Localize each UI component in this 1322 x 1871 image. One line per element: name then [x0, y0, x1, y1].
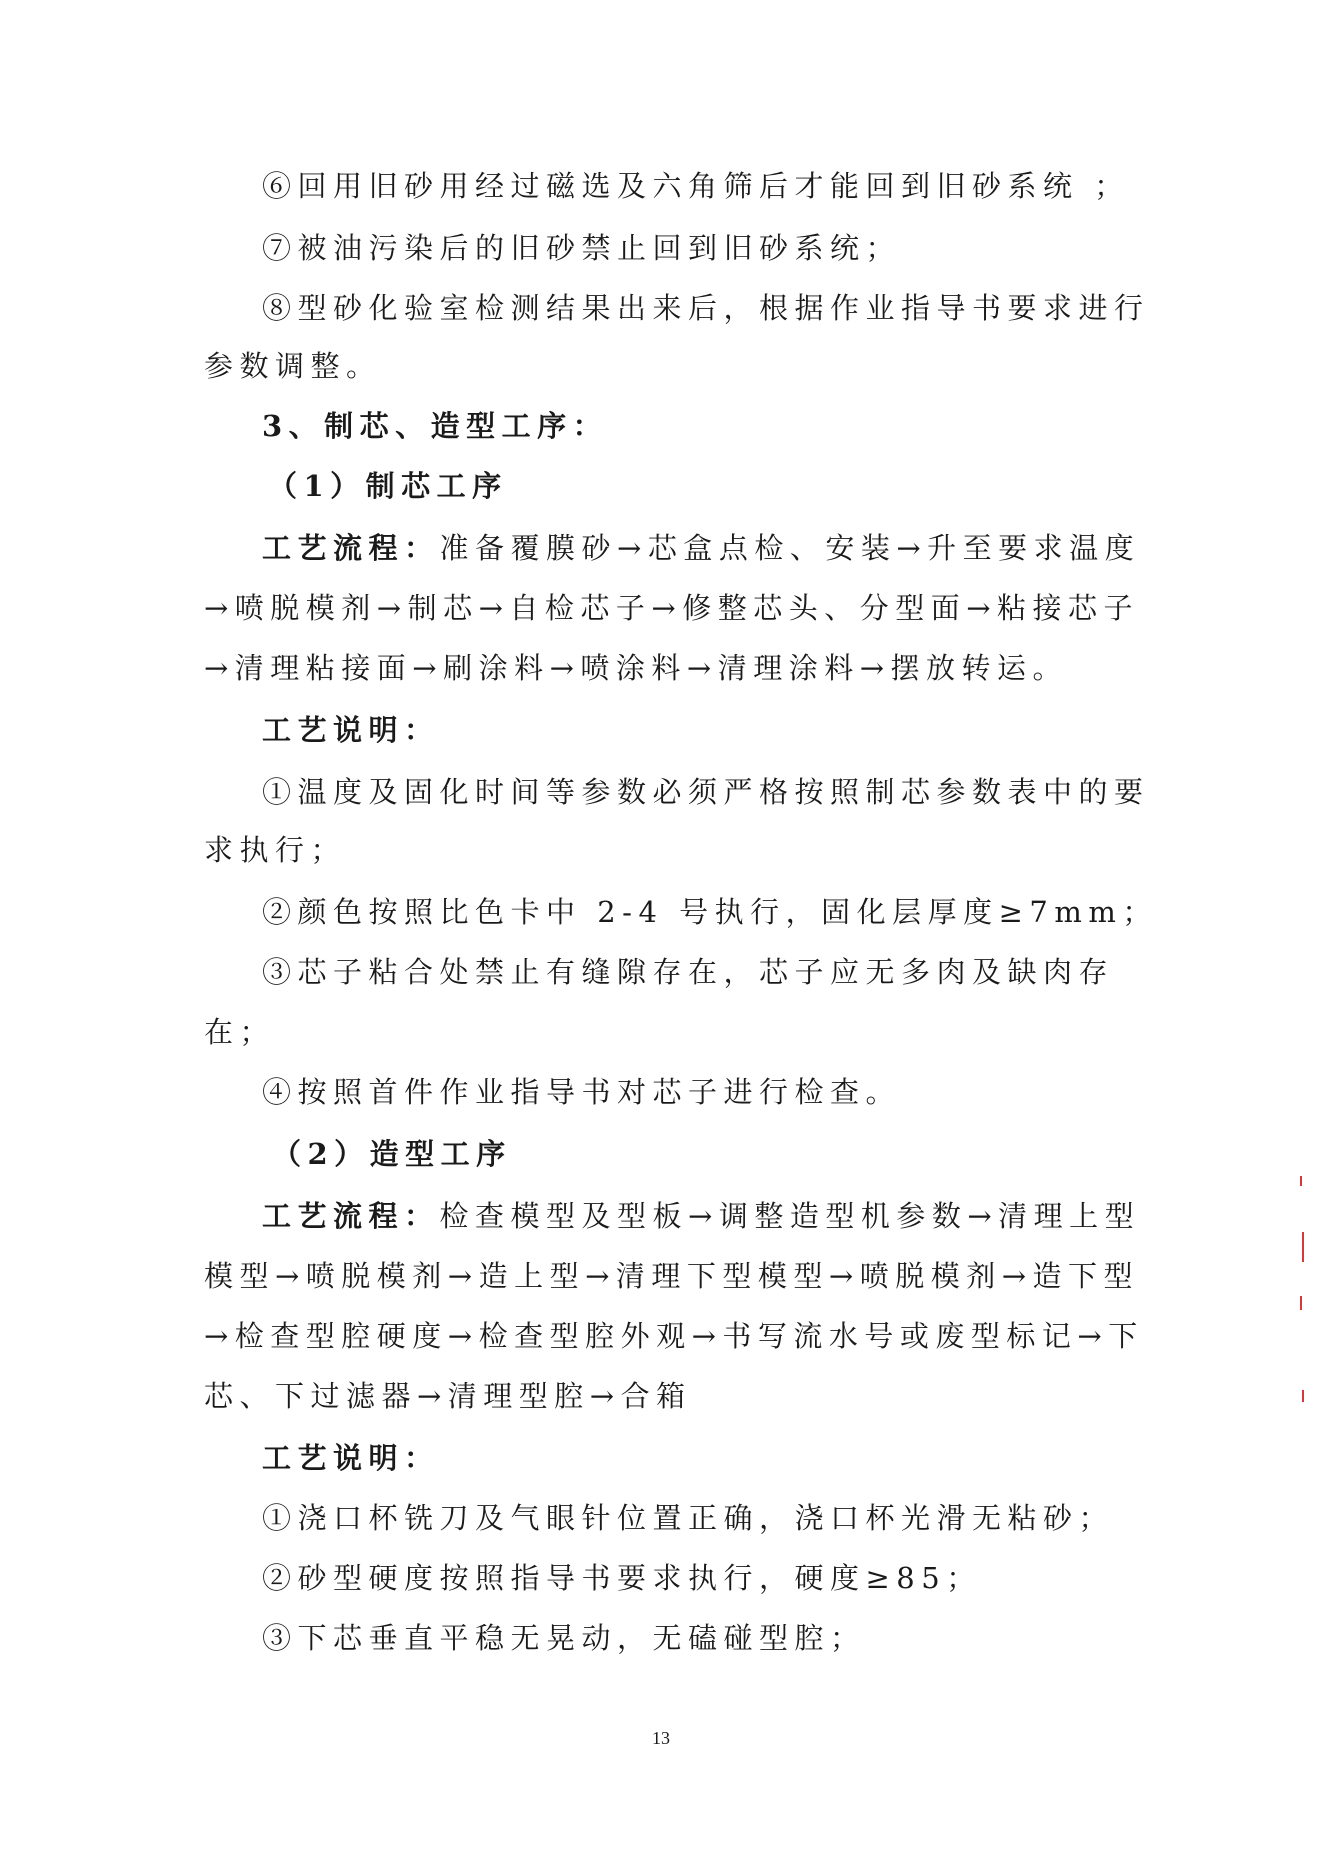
- subsection-heading-molding: （2）造型工序: [272, 1137, 512, 1171]
- core-note-4: ④按照首件作业指导书对芯子进行检查。: [262, 1075, 902, 1109]
- paragraph-item-8-continued: 参数调整。: [204, 349, 382, 383]
- page-number: 13: [652, 1728, 670, 1748]
- core-note-1-continued: 求执行；: [204, 833, 347, 867]
- process-flow-molding-line4: 芯、下过滤器→清理型腔→合箱: [204, 1379, 692, 1413]
- subsection-heading-core-making: （1）制芯工序: [268, 469, 508, 503]
- process-flow-core-line3: →清理粘接面→刷涂料→喷涂料→清理涂料→摆放转运。: [204, 651, 1068, 685]
- paragraph-item-8: ⑧型砂化验室检测结果出来后，根据作业指导书要求进行: [262, 291, 1150, 325]
- margin-mark: [1302, 1390, 1304, 1402]
- process-flow-molding-line1: [262, 1196, 1140, 1236]
- process-flow-label: 工艺流程：: [262, 1199, 440, 1233]
- process-flow-molding-line3: →检查型腔硬度→检查型腔外观→书写流水号或废型标记→下: [204, 1319, 1144, 1353]
- process-description-label-core: 工艺说明：: [262, 713, 440, 747]
- margin-mark: [1302, 1232, 1304, 1262]
- paragraph-item-6: ⑥回用旧砂用经过磁选及六角筛后才能回到旧砂系统 ；: [262, 169, 1130, 203]
- molding-note-1: ①浇口杯铣刀及气眼针位置正确，浇口杯光滑无粘砂；: [262, 1501, 1115, 1535]
- process-flow-core-line2: →喷脱模剂→制芯→自检芯子→修整芯头、分型面→粘接芯子: [204, 591, 1139, 625]
- core-note-2: ②颜色按照比色卡中 2-4 号执行，固化层厚度≥7mm；: [262, 895, 1158, 929]
- section-heading-3: 3、制芯、造型工序：: [262, 409, 609, 443]
- process-flow-text: 检查模型及型板→调整造型机参数→清理上型: [439, 1199, 1141, 1233]
- margin-mark: [1300, 1296, 1302, 1310]
- paragraph-item-7: ⑦被油污染后的旧砂禁止回到旧砂系统；: [262, 231, 902, 265]
- process-flow-molding-line2: 模型→喷脱模剂→造上型→清理下型模型→喷脱模剂→造下型: [204, 1259, 1139, 1293]
- process-flow-text: 准备覆膜砂→芯盒点检、安装→升至要求温度: [439, 531, 1141, 565]
- process-flow-label: 工艺流程：: [262, 531, 440, 565]
- core-note-1: ①温度及固化时间等参数必须严格按照制芯参数表中的要: [262, 775, 1150, 809]
- core-note-3-continued: 在；: [204, 1015, 276, 1049]
- margin-mark: [1300, 1176, 1302, 1186]
- process-description-label-molding: 工艺说明：: [262, 1441, 440, 1475]
- core-note-3: ③芯子粘合处禁止有缝隙存在，芯子应无多肉及缺肉存: [262, 955, 1115, 989]
- process-flow-core-line1: [262, 528, 1140, 568]
- molding-note-2: ②砂型硬度按照指导书要求执行，硬度≥85；: [262, 1561, 982, 1595]
- molding-note-3: ③下芯垂直平稳无晃动，无磕碰型腔；: [262, 1621, 866, 1655]
